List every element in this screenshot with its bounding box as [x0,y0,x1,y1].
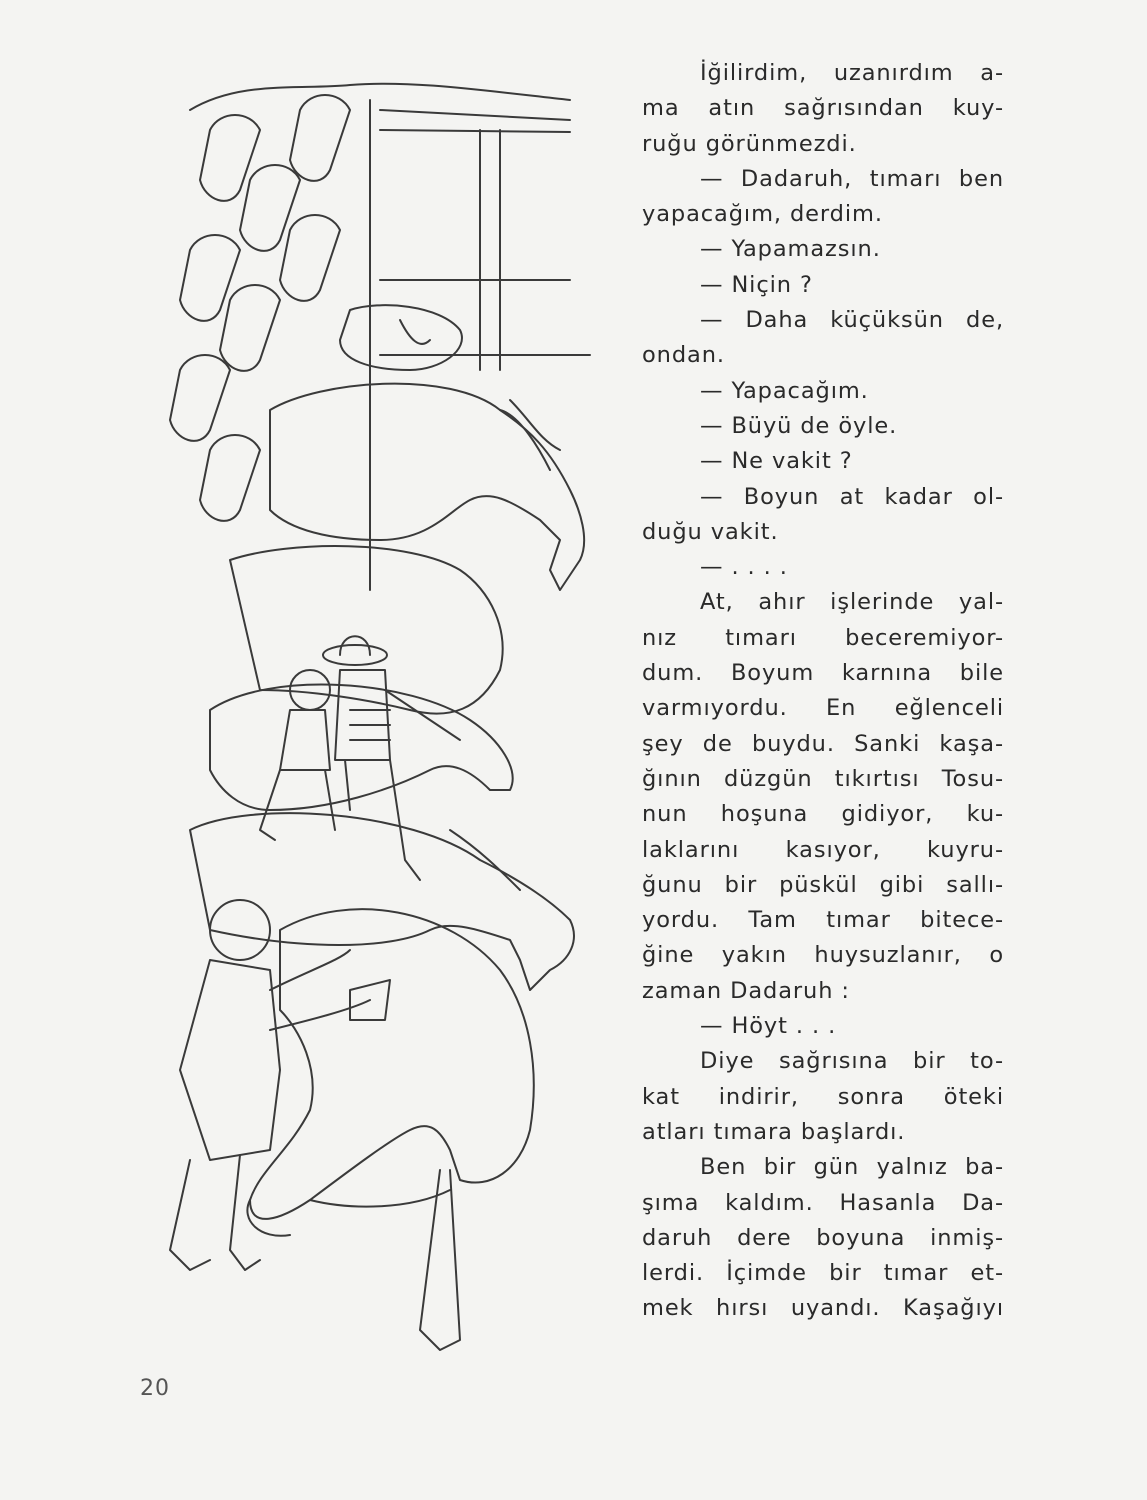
text-line: Diye sağrısına bir to- [700,1048,1004,1075]
text-line: nun hoşuna gidiyor, ku- [642,801,1004,828]
text-line: Ben bir gün yalnız ba- [700,1154,1004,1181]
stable-horses-grooming-illustration-icon [150,70,620,1370]
text-line: laklarını kasıyor, kuyru- [642,836,1004,863]
text-line: — Dadaruh, tımarı ben [700,165,1004,192]
text-line: yordu. Tam tımar bitece- [642,907,1004,934]
text-column [642,56,1004,1327]
text-line: şıma kaldım. Hasanla Da- [642,1189,1004,1216]
text-line: varmıyordu. En eğlenceli [642,695,1004,722]
text-line: — . . . . [700,554,788,581]
text-line: ruğu görünmezdi. [642,130,857,157]
text-line: — Yapamazsın. [700,236,881,263]
text-line: ğının düzgün tıkırtısı Tosu- [642,765,1004,792]
text-line: İğilirdim, uzanırdım a- [700,60,1004,86]
text-line: şey de buydu. Sanki kaşa- [642,730,1004,757]
text-line: ğine yakın huysuzlanır, o [642,942,1004,969]
text-line: — Daha küçüksün de, [700,307,1004,334]
text-line: zaman Dadaruh : [642,977,850,1004]
text-line: At, ahır işlerinde yal- [700,589,1004,616]
text-line: atları tımara başlardı. [642,1118,906,1145]
text-line: — Höyt . . . [700,1013,837,1040]
text-line: — Büyü de öyle. [700,412,898,439]
text-line: ğunu bir püskül gibi sallı- [642,871,1004,898]
text-line: ondan. [642,342,725,369]
text-line: kat indirir, sonra öteki [642,1083,1004,1110]
text-line: nız tımarı beceremiyor- [642,624,1004,651]
text-line: mek hırsı uyandı. Kaşağıyı [642,1295,1004,1322]
text-line: duğu vakit. [642,518,779,545]
page-number: 20 [140,1376,170,1401]
text-line: yapacağım, derdim. [642,201,883,228]
text-line: daruh dere boyuna inmiş- [642,1224,1004,1251]
text-line: — Ne vakit ? [700,448,853,475]
text-line: lerdi. İçimde bir tımar et- [642,1260,1004,1287]
text-line: — Yapacağım. [700,377,869,404]
text-line: — Boyun at kadar ol- [700,483,1004,510]
text-line: dum. Boyum karnına bile [642,660,1004,687]
text-line: — Niçin ? [700,271,813,298]
text-line: ma atın sağrısından kuy- [642,95,1004,122]
stable-illustration [150,70,620,1370]
